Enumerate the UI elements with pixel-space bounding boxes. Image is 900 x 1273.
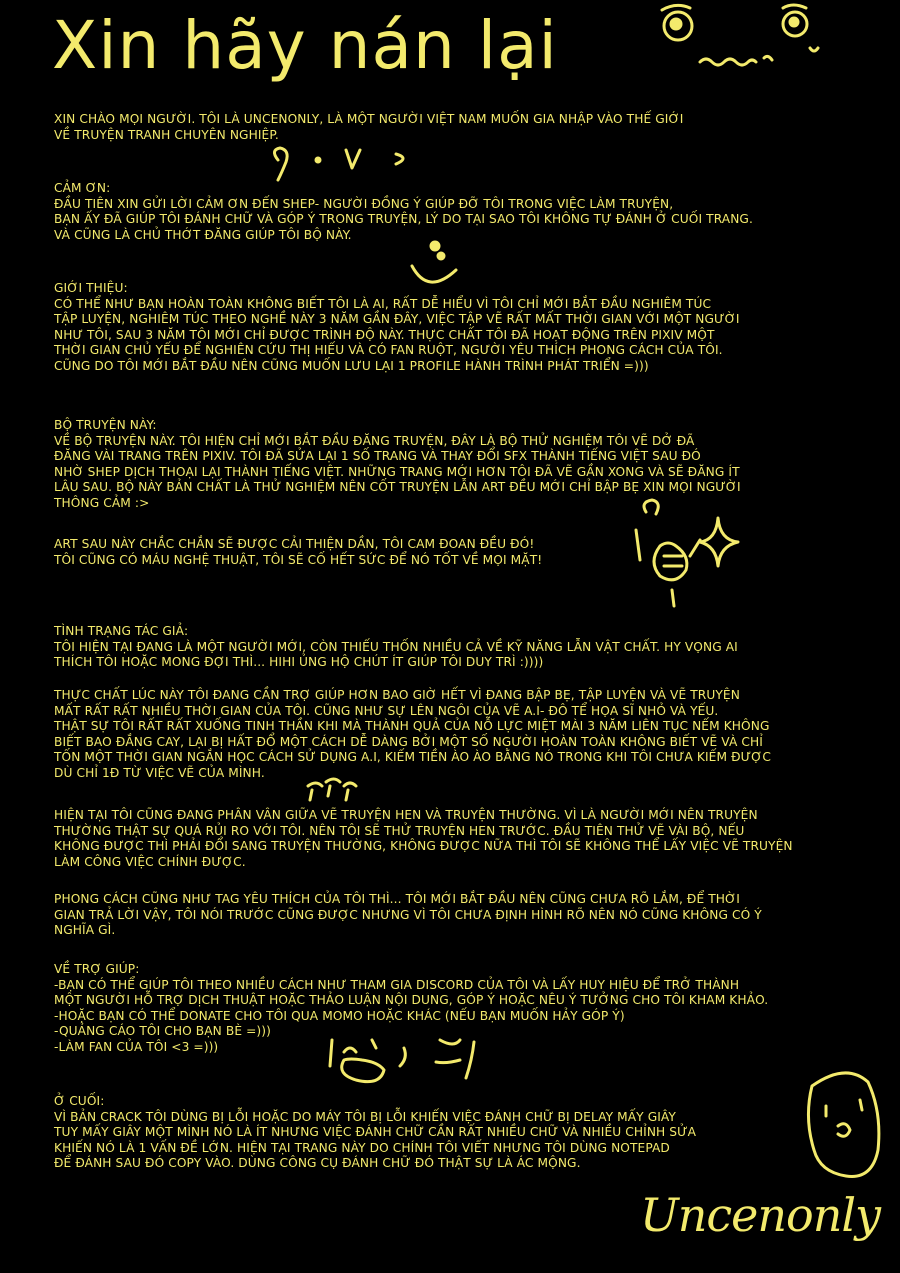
about-line: TẬP LUYỆN, NGHIÊM TÚC THEO NGHỀ NÀY 3 NĂM GẦN ĐÂY, VIỆC TẬP VẼ RẤT MẤT THỜI GIAN VỚI MỘT NGƯỜI [54, 312, 740, 327]
status-paragraph-3 [54, 808, 793, 870]
thanks-heading: CẢM ƠN: [54, 181, 111, 195]
status-heading: TÌNH TRẠNG TÁC GIẢ: [54, 624, 189, 638]
thanks-line: VÀ CŨNG LÀ CHỦ THỚT ĐĂNG GIÚP TÔI BỘ NÀY. [54, 227, 352, 242]
series-line: ĐĂNG VÀI TRANG TRÊN PIXIV. TÔI ĐÃ SỬA LẠI 1 SỐ TRANG VÀ THAY ĐỔI SFX THÀNH TIẾNG VIỆT SAU ĐÓ [54, 449, 701, 464]
support-line: -LÀM FAN CỦA TÔI <3 =))) [54, 1039, 219, 1054]
status-line: KHÔNG ĐƯỢC THÌ PHẢI ĐỔI SANG TRUYỆN THƯỜNG, KHÔNG ĐƯỢC NỮA THÌ TÔI SẼ KHÔNG THỂ LẤY VIỆC VẼ TRUYỆN [54, 839, 793, 854]
intro-line: XIN CHÀO MỌI NGƯỜI. TÔI LÀ UNCENONLY, LÀ MỘT NGƯỜI VIỆT NAM MUỐN GIA NHẬP VÀO THẾ GIỚI [54, 112, 684, 126]
blob-character-doodle [808, 1073, 878, 1177]
tear-marks-doodle [308, 779, 356, 800]
series-line: VỀ BỘ TRUYỆN NÀY. TÔI HIỆN CHỈ MỚI BẮT ĐẦU ĐĂNG TRUYỆN, ĐÂY LÀ BỘ THỬ NGHIỆM TÔI VẼ DỞ ĐÃ [54, 433, 695, 448]
intro-block [54, 112, 683, 143]
excited-face-doodle [636, 500, 700, 606]
status-paragraph-4 [54, 892, 762, 939]
status-line: GIAN TRẢ LỜI VẬY, TÔI NÓI TRƯỚC CŨNG ĐƯỢC NHƯNG VÌ TÔI CHƯA ĐỊNH HÌNH RÕ NÊN NÓ CŨNG KHÔNG CÓ Ý [54, 907, 762, 922]
status-line: THƯỜNG THẬT SỰ QUÁ RỦI RO VỚI TÔI. NÊN TÔI SẼ THỬ TRUYỆN HEN TRƯỚC. ĐẦU TIÊN THỬ VẼ VÀI BỘ, NẾU [54, 823, 745, 838]
about-line: CŨNG DO TÔI MỚI BẮT ĐẦU NÊN CŨNG MUỐN LƯU LẠI 1 PROFILE HÀNH TRÌNH PHÁT TRIỂN =))) [54, 358, 649, 373]
series-heading: BỘ TRUYỆN NÀY: [54, 418, 157, 432]
about-line: NHƯ TÔI, SAU 3 NĂM TÔI MỚI CHỈ ĐƯỢC TRÌNH ĐỘ NÀY. THỰC CHẤT TÔI ĐÃ HOẠT ĐỘNG TRÊN PIXIV MỘT [54, 327, 715, 342]
status-line: THỰC CHẤT LÚC NÀY TÔI ĐANG CẦN TRỢ GIÚP HƠN BAO GIỜ HẾT VÌ ĐANG BẬP BẸ, TẬP LUYỆN VÀ VẼ TRUYỆN [54, 688, 740, 702]
promise-line: TÔI CŨNG CÓ MÁU NGHỆ THUẬT, TÔI SẼ CỐ HẾT SỨC ĐỂ NÓ TỐT VỀ MỌI MẶT! [54, 552, 543, 567]
small-face-doodle [274, 148, 403, 180]
smiley-doodle [412, 242, 456, 282]
thanks-line: ĐẦU TIÊN XIN GỬI LỜI CẢM ƠN ĐẾN SHEP- NGƯỜI ĐỒNG Ý GIÚP ĐỠ TÔI TRONG VIỆC LÀM TRUYỆN, [54, 196, 674, 211]
series-section [54, 418, 741, 512]
status-line: THÍCH TÔI HOẶC MONG ĐỢI THÌ... HIHI ỦNG HỘ CHÚT ÍT GIÚP TÔI DUY TRÌ :)))) [54, 655, 544, 670]
support-section [54, 962, 768, 1056]
intro-line: VỀ TRUYỆN TRANH CHUYÊN NGHIỆP. [54, 127, 279, 142]
status-line: NGHĨA GÌ. [54, 923, 116, 938]
status-line: MẤT RẤT RẤT NHIỀU THỜI GIAN CỦA TÔI. CŨNG NHƯ SỰ LÊN NGÔI CỦA VẼ A.I- ĐÔ TỂ HỌA SĨ NHỎ VÀ YẾU. [54, 703, 719, 718]
status-line: DÙ CHỈ 1Đ TỪ VIỆC VẼ CỦA MÌNH. [54, 765, 265, 780]
ending-line: VÌ BẢN CRACK TÔI DÙNG BỊ LỖI HOẶC DO MÁY TÔI BỊ LỖI KHIẾN VIỆC ĐÁNH CHỮ BỊ DELAY MẤY GIÂY [54, 1109, 676, 1124]
support-line: -BẠN CÓ THỂ GIÚP TÔI THEO NHIỀU CÁCH NHƯ THAM GIA DISCORD CỦA TÔI VÀ LẤY HUY HIỆU ĐỂ TRỞ THÀNH [54, 977, 740, 992]
page-title: Xin hãy nán lại [52, 7, 558, 84]
ending-heading: Ở CUỐI: [54, 1094, 105, 1108]
series-line: NHỜ SHEP DỊCH THOẠI LẠI THÀNH TIẾNG VIỆT. NHỮNG TRANG MỚI HƠN TÔI ĐÃ VẼ GẦN XONG VÀ SẼ ĐĂNG ÍT [54, 464, 740, 479]
sparkle-icon [700, 518, 738, 566]
support-line: MỘT NGƯỜI HỖ TRỢ DỊCH THUẬT HOẶC THẢO LUẬN NỘI DUNG, GÓP Ý HOẶC NÊU Ý TƯỞNG CHO TÔI KHAM KHẢO. [54, 993, 769, 1008]
about-section [54, 281, 740, 375]
about-line: CÓ THỂ NHƯ BẠN HOÀN TOÀN KHÔNG BIẾT TÔI LÀ AI, RẤT DỄ HIỂU VÌ TÔI CHỈ MỚI BẮT ĐẦU NGHIÊM TÚC [54, 296, 712, 311]
ending-line: TUY MẤY GIÂY MỘT MÌNH NÓ LÀ ÍT NHƯNG VIỆC ĐÁNH CHỮ CẦN RẤT NHIỀU CHỮ VÀ NHIỀU CHỈNH SỬA [54, 1125, 697, 1140]
status-line: LÀM CÔNG VIỆC CHÍNH ĐƯỢC. [54, 854, 246, 869]
ending-line: ĐỂ ĐÁNH SAU ĐÓ COPY VÀO. DÙNG CÔNG CỤ ĐÁNH CHỮ ĐÓ THẬT SỰ LÀ ÁC MỘNG. [54, 1156, 581, 1171]
status-line: THẬT SỰ TÔI RẤT RẤT XUỐNG TINH THẦN KHI MÀ THÀNH QUẢ CỦA NỖ LỰC MIỆT MÀI 3 NĂM LIÊN TỤC NẾM KHÔNG [54, 719, 770, 734]
status-section [54, 624, 738, 671]
series-line: LÂU SAU. BỘ NÀY BẢN CHẤT LÀ THỬ NGHIỆM NÊN CỐT TRUYỆN LẪN ART ĐỀU MỚI CHỈ BẬP BẸ XIN MỌI NGƯỜI [54, 480, 741, 495]
status-line: TÔI HIỆN TẠI ĐANG LÀ MỘT NGƯỜI MỚI, CÒN THIẾU THỐN NHIỀU CẢ VỀ KỸ NĂNG LẪN VẬT CHẤT. HY VỌNG AI [54, 639, 738, 654]
ending-line: KHIẾN NÓ LÀ 1 VẤN ĐỀ LỚN. HIỆN TẠI TRANG NÀY DO CHÍNH TÔI VIẾT NHƯNG TÔI DÙNG NOTEPAD [54, 1140, 670, 1155]
signature: Uncenonly [640, 1188, 881, 1242]
series-line: THÔNG CẢM :> [54, 495, 150, 510]
support-heading: VỀ TRỢ GIÚP: [54, 962, 140, 976]
thanks-section [54, 181, 753, 243]
support-line: -QUẢNG CÁO TÔI CHO BẠN BÈ =))) [54, 1024, 271, 1039]
status-line: BIẾT BAO ĐẮNG CAY, LẠI BỊ HẤT ĐỔ MỘT CÁCH DỄ DÀNG BỞI MỘT SỐ NGƯỜI HOÀN TOÀN KHÔNG BIẾT VẼ VÀ CHỈ [54, 734, 763, 749]
status-line: PHONG CÁCH CŨNG NHƯ TAG YÊU THÍCH CỦA TÔI THÌ... TÔI MỚI BẮT ĐẦU NÊN CŨNG CHƯA RÕ LẮM, ĐỂ THỜI [54, 892, 740, 906]
promise-line: ART SAU NÀY CHẮC CHẮN SẼ ĐƯỢC CẢI THIỆN DẦN, TÔI CAM ĐOAN ĐỀU ĐÓ! [54, 537, 535, 551]
about-heading: GIỚI THIỆU: [54, 281, 128, 295]
support-line: -HOẶC BẠN CÓ THỂ DONATE CHO TÔI QUA MOMO HOẶC KHÁC (NẾU BẠN MUỐN HẢY GÓP Ý) [54, 1008, 625, 1023]
about-line: THỜI GIAN CHỦ YẾU ĐỂ NGHIÊN CỨU THỊ HIẾU VÀ CÓ FAN RUỘT, NGƯỜI YÊU THÍCH PHONG CÁCH CỦA TÔI. [54, 343, 723, 358]
status-line: HIỆN TẠI TÔI CŨNG ĐANG PHÂN VÂN GIỮA VẼ TRUYỆN HEN VÀ TRUYỆN THƯỜNG. VÌ LÀ NGƯỜI MỚI NÊN TRUYỆN [54, 808, 758, 822]
ending-section [54, 1094, 696, 1172]
status-line: TỐN MỘT THỜI GIAN NGẮN HỌC CÁCH SỬ DỤNG A.I, KIẾM TIỀN ÀO ÀO BẰNG NÓ TRONG KHI TÔI CHƯA KIẾM ĐƯỢC [54, 750, 772, 765]
status-paragraph-2 [54, 688, 771, 782]
thanks-line: BẠN ẤY ĐÃ GIÚP TÔI ĐÁNH CHỮ VÀ GÓP Ý TRONG TRUYỆN, LÝ DO TẠI SAO TÔI KHÔNG TỰ ĐÁNH Ở CUỐI TRANG. [54, 212, 753, 227]
top-face-doodle [662, 5, 818, 65]
series-promise [54, 537, 542, 568]
